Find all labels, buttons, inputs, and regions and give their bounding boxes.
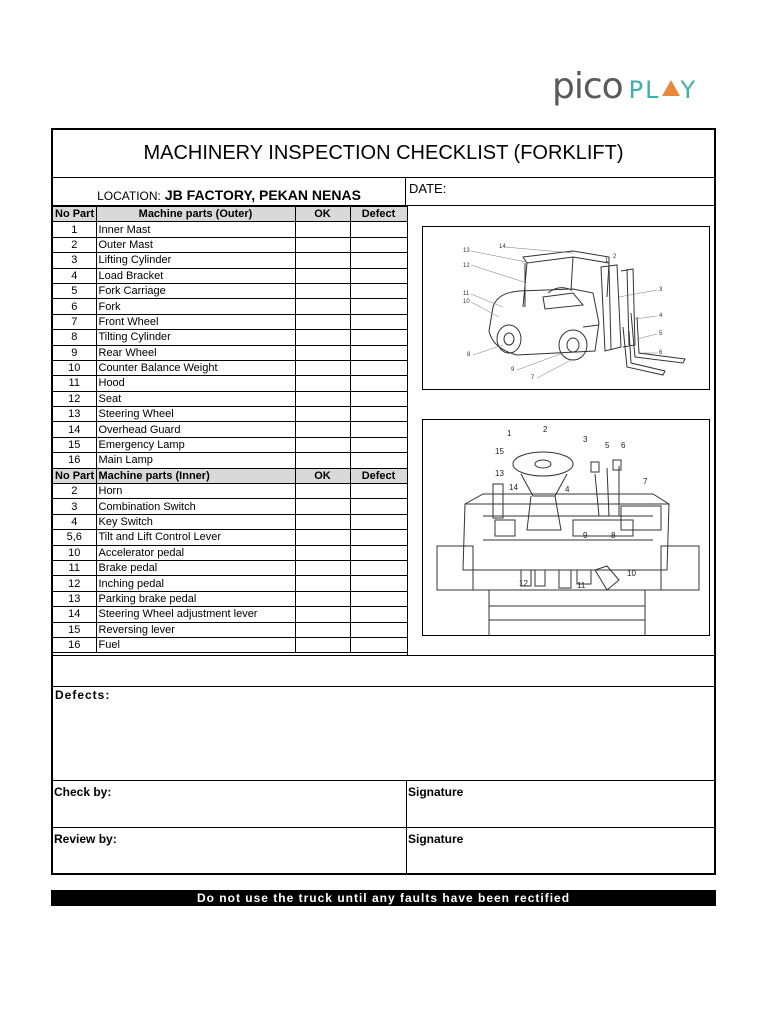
defect-checkbox-cell[interactable] (350, 453, 407, 468)
part-name: Counter Balance Weight (96, 360, 295, 375)
table-row (53, 314, 407, 329)
part-name: Accelerator pedal (96, 545, 295, 560)
table-row (53, 222, 407, 237)
forklift-exterior-drawing (423, 227, 710, 390)
part-name: Tilt and Lift Control Lever (96, 530, 295, 545)
defect-checkbox-cell[interactable] (350, 622, 407, 637)
fig2-label-2: 2 (543, 425, 548, 434)
defect-checkbox-cell[interactable] (350, 437, 407, 452)
ok-checkbox-cell[interactable] (295, 376, 350, 391)
table-row (53, 499, 407, 514)
part-number: 12 (53, 391, 96, 406)
ok-checkbox-cell[interactable] (295, 253, 350, 268)
part-name: Parking brake pedal (96, 591, 295, 606)
fig2-label-8: 8 (611, 531, 616, 540)
fig1-label-13: 13 (463, 248, 470, 254)
diagram-area (407, 206, 714, 655)
fig1-label-10: 10 (463, 299, 470, 305)
defect-checkbox-cell[interactable] (350, 283, 407, 298)
part-number: 1 (53, 222, 96, 237)
table-row (53, 637, 407, 652)
part-name: Seat (96, 391, 295, 406)
part-number: 2 (53, 237, 96, 252)
fig2-label-10: 10 (627, 569, 636, 578)
inner-header-no-part: No Part (55, 469, 95, 482)
part-name: Steering Wheel adjustment lever (96, 607, 295, 622)
part-name: Fuel (96, 637, 295, 652)
part-name: Load Bracket (96, 268, 295, 283)
table-row (53, 299, 407, 314)
part-number: 3 (53, 253, 96, 268)
defect-checkbox-cell[interactable] (350, 345, 407, 360)
logo-play-text (629, 76, 698, 104)
part-number: 14 (53, 607, 96, 622)
defect-checkbox-cell[interactable] (350, 530, 407, 545)
part-number: 12 (53, 576, 96, 591)
ok-checkbox-cell[interactable] (295, 299, 350, 314)
part-name: Fork Carriage (96, 283, 295, 298)
fig2-label-5: 5 (605, 441, 610, 450)
review-by-field[interactable] (53, 828, 407, 875)
defects-label: Defects: (55, 688, 111, 702)
ok-checkbox-cell[interactable] (295, 437, 350, 452)
fig2-label-6: 6 (621, 441, 626, 450)
part-name: Inching pedal (96, 576, 295, 591)
ok-checkbox-cell[interactable] (295, 591, 350, 606)
outer-header-machine-parts: Machine parts (Outer) (96, 207, 295, 222)
table-row (53, 253, 407, 268)
outer-header-no-part: No Part (55, 208, 95, 221)
defect-checkbox-cell[interactable] (350, 299, 407, 314)
part-number: 10 (53, 545, 96, 560)
part-number: 4 (53, 268, 96, 283)
part-number: 15 (53, 437, 96, 452)
part-name: Tilting Cylinder (96, 330, 295, 345)
fig2-label-3: 3 (583, 435, 588, 444)
defects-field[interactable] (53, 687, 714, 781)
part-number: 11 (53, 376, 96, 391)
ok-checkbox-cell[interactable] (295, 514, 350, 529)
defect-checkbox-cell[interactable] (350, 253, 407, 268)
part-name: Key Switch (96, 514, 295, 529)
defect-checkbox-cell[interactable] (350, 484, 407, 499)
fig1-label-8: 8 (467, 352, 471, 358)
fig2-label-12: 12 (519, 579, 528, 588)
defect-checkbox-cell[interactable] (350, 560, 407, 575)
forklift-cockpit-drawing (423, 420, 710, 636)
fig2-label-7: 7 (643, 477, 648, 486)
defect-checkbox-cell[interactable] (350, 268, 407, 283)
part-number: 16 (53, 637, 96, 652)
part-number: 9 (53, 345, 96, 360)
ok-checkbox-cell[interactable] (295, 545, 350, 560)
warning-footer: Do not use the truck until any faults have been rectified (51, 890, 716, 906)
part-number: 4 (53, 514, 96, 529)
part-name: Front Wheel (96, 314, 295, 329)
table-row (53, 514, 407, 529)
fig1-label-11: 11 (463, 291, 470, 297)
table-row (53, 391, 407, 406)
fig1-label-3: 3 (659, 287, 663, 293)
ok-checkbox-cell[interactable] (295, 268, 350, 283)
part-name: Overhead Guard (96, 422, 295, 437)
defect-checkbox-cell[interactable] (350, 376, 407, 391)
defect-checkbox-cell[interactable] (350, 637, 407, 652)
location-date-row (53, 178, 714, 206)
table-row (53, 453, 407, 468)
defect-checkbox-cell[interactable] (350, 422, 407, 437)
ok-checkbox-cell[interactable] (295, 330, 350, 345)
defect-checkbox-cell[interactable] (350, 607, 407, 622)
part-number: 6 (53, 299, 96, 314)
date-label: DATE: (409, 181, 447, 196)
part-number: 15 (53, 622, 96, 637)
review-by-row (53, 828, 714, 875)
part-name: Steering Wheel (96, 407, 295, 422)
part-number: 14 (53, 422, 96, 437)
defect-checkbox-cell[interactable] (350, 222, 407, 237)
part-name: Horn (96, 484, 295, 499)
ok-checkbox-cell[interactable] (295, 576, 350, 591)
defect-checkbox-cell[interactable] (350, 591, 407, 606)
form-title: MACHINERY INSPECTION CHECKLIST (FORKLIFT) (53, 130, 714, 178)
ok-checkbox-cell[interactable] (295, 237, 350, 252)
ok-checkbox-cell[interactable] (295, 222, 350, 237)
table-row (53, 283, 407, 298)
defect-checkbox-cell[interactable] (350, 514, 407, 529)
part-number: 3 (53, 499, 96, 514)
ok-checkbox-cell[interactable] (295, 314, 350, 329)
part-number: 11 (53, 560, 96, 575)
review-by-label: Review by: (54, 832, 117, 846)
table-row (53, 237, 407, 252)
table-row (53, 330, 407, 345)
table-row (53, 530, 407, 545)
logo-play-part-a: PL (628, 76, 661, 104)
table-row (53, 622, 407, 637)
pico-play-logo (552, 66, 697, 114)
fig2-label-1: 1 (507, 429, 512, 438)
ok-checkbox-cell[interactable] (295, 360, 350, 375)
fig1-label-5: 5 (659, 331, 663, 337)
ok-checkbox-cell[interactable] (295, 484, 350, 499)
fig1-label-7: 7 (531, 375, 535, 381)
part-number: 5 (53, 283, 96, 298)
part-number: 7 (53, 314, 96, 329)
parts-table (53, 206, 408, 653)
part-number: 13 (53, 407, 96, 422)
outer-header-ok: OK (295, 207, 350, 222)
ok-checkbox-cell[interactable] (295, 499, 350, 514)
part-name: Main Lamp (96, 453, 295, 468)
defect-checkbox-cell[interactable] (350, 330, 407, 345)
fig1-label-14: 14 (499, 244, 506, 250)
part-name: Combination Switch (96, 499, 295, 514)
defect-checkbox-cell[interactable] (350, 314, 407, 329)
fig2-label-14: 14 (509, 483, 518, 492)
outer-header-row (53, 207, 407, 222)
ok-checkbox-cell[interactable] (295, 560, 350, 575)
forklift-cockpit-diagram (422, 419, 710, 636)
part-name: Hood (96, 376, 295, 391)
ok-checkbox-cell[interactable] (295, 422, 350, 437)
ok-checkbox-cell[interactable] (295, 607, 350, 622)
ok-checkbox-cell[interactable] (295, 530, 350, 545)
date-field[interactable] (407, 178, 714, 205)
review-signature-field[interactable] (407, 828, 714, 875)
table-row (53, 545, 407, 560)
inner-header-ok: OK (295, 468, 350, 483)
table-row (53, 407, 407, 422)
part-number: 16 (53, 453, 96, 468)
part-name: Inner Mast (96, 222, 295, 237)
checklist-form (51, 128, 716, 875)
table-row (53, 484, 407, 499)
table-row (53, 360, 407, 375)
inner-header-defect: Defect (350, 468, 407, 483)
fig1-label-4: 4 (659, 313, 663, 319)
table-row (53, 607, 407, 622)
part-number: 5,6 (53, 530, 96, 545)
forklift-exterior-diagram (422, 226, 710, 390)
blank-row (53, 655, 714, 687)
logo-play-part-b: Y (680, 76, 698, 104)
defect-checkbox-cell[interactable] (350, 407, 407, 422)
part-name: Lifting Cylinder (96, 253, 295, 268)
part-number: 10 (53, 360, 96, 375)
inner-header-row (53, 468, 407, 483)
table-row (53, 591, 407, 606)
part-number: 8 (53, 330, 96, 345)
check-by-label: Check by: (54, 785, 112, 799)
ok-checkbox-cell[interactable] (295, 283, 350, 298)
ok-checkbox-cell[interactable] (295, 345, 350, 360)
table-row (53, 345, 407, 360)
fig2-label-11: 11 (577, 581, 586, 590)
fig1-label-9: 9 (511, 367, 515, 373)
inner-header-machine-parts: Machine parts (Inner) (96, 468, 295, 483)
table-row (53, 268, 407, 283)
ok-checkbox-cell[interactable] (295, 453, 350, 468)
ok-checkbox-cell[interactable] (295, 622, 350, 637)
table-row (53, 576, 407, 591)
check-signature-label: Signature (408, 785, 464, 799)
fig1-label-6: 6 (659, 350, 663, 356)
location-value: JB FACTORY, PEKAN NENAS (164, 187, 361, 203)
table-row (53, 560, 407, 575)
check-signature-field[interactable] (407, 781, 714, 827)
fig2-label-9: 9 (583, 531, 588, 540)
part-number: 2 (53, 484, 96, 499)
ok-checkbox-cell[interactable] (295, 407, 350, 422)
location-cell[interactable] (53, 178, 406, 205)
part-name: Brake pedal (96, 560, 295, 575)
table-row (53, 437, 407, 452)
fig2-label-15: 15 (495, 447, 504, 456)
fig2-label-13: 13 (495, 469, 504, 478)
outer-header-defect: Defect (350, 207, 407, 222)
defect-checkbox-cell[interactable] (350, 545, 407, 560)
logo-pico-text: pico (552, 66, 623, 107)
review-signature-label: Signature (408, 832, 464, 846)
defect-checkbox-cell[interactable] (350, 576, 407, 591)
part-number: 13 (53, 591, 96, 606)
part-name: Rear Wheel (96, 345, 295, 360)
fig1-label-2: 2 (613, 254, 617, 260)
part-name: Outer Mast (96, 237, 295, 252)
location-label: LOCATION: (97, 189, 161, 203)
check-by-field[interactable] (53, 781, 407, 827)
table-row (53, 376, 407, 391)
part-name: Fork (96, 299, 295, 314)
defect-checkbox-cell[interactable] (350, 237, 407, 252)
defect-checkbox-cell[interactable] (350, 499, 407, 514)
check-by-row (53, 781, 714, 828)
logo-triangle-icon (662, 80, 680, 96)
defect-checkbox-cell[interactable] (350, 360, 407, 375)
part-name: Emergency Lamp (96, 437, 295, 452)
defect-checkbox-cell[interactable] (350, 391, 407, 406)
ok-checkbox-cell[interactable] (295, 637, 350, 652)
fig2-label-4: 4 (565, 485, 570, 494)
part-name: Reversing lever (96, 622, 295, 637)
table-row (53, 422, 407, 437)
fig1-label-1: 1 (605, 258, 609, 264)
fig1-label-12: 12 (463, 263, 470, 269)
ok-checkbox-cell[interactable] (295, 391, 350, 406)
